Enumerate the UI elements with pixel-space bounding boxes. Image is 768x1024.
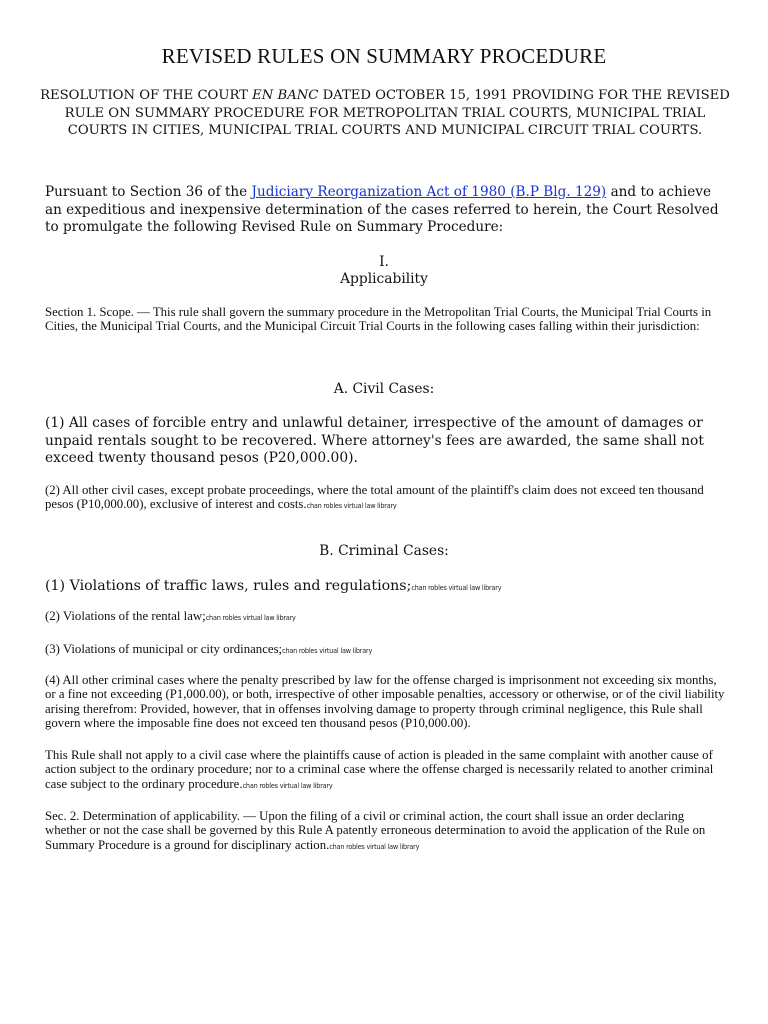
civil-cases-heading: A. Civil Cases: [333, 381, 435, 397]
section-1-scope: Section 1. Scope. — This rule shall govern the summary procedure in the Metropolitan Trial Courts, the Municipal Trial Courts in Cities, the Municipal Trial Courts, and the Municipal Circuit Trial Courts in the following cases falling within their jurisdiction: [45, 305, 712, 334]
watermark-text: chan robles virtual law library [306, 501, 397, 511]
watermark-text: chan robles virtual law library [242, 780, 333, 790]
resolution-heading [40, 87, 730, 140]
judiciary-act-link[interactable]: Judiciary Reorganization Act of 1980 (B.P Blg. 129) [251, 184, 607, 200]
document-title: REVISED RULES ON SUMMARY PROCEDURE [161, 44, 607, 68]
criminal-cases-heading: B. Criminal Cases: [319, 543, 449, 559]
rule-exclusion-paragraph [45, 748, 725, 793]
civil-case-item: (1) All cases of forcible entry and unlawful detainer, irrespective of the amount of damages or unpaid rentals sought to be recovered. Where attorney's fees are awarded, the same shall not exceed twenty thousand pesos (P20,000.00). [45, 415, 704, 466]
criminal-case-item [45, 609, 725, 625]
resolution-prefix: RESOLUTION OF THE COURT [40, 88, 253, 103]
criminal-case-item: (4) All other criminal cases where the penalty prescribed by law for the offense charged is imprisonment not exceeding six months, or a fine not exceeding (P1,000.00), or both, irrespective of other imposable penalties, accessory or otherwise, or of the civil liability arising therefrom: Provided, however, that in offenses involving damage to property through criminal negligence, this Rule shall govern where the imposable fine does not exceed ten thousand pesos (P10,000.00). [45, 673, 725, 730]
civil-case-item-text: (2) All other civil cases, except probate proceedings, where the total amount of the plaintiff's claim does not exceed ten thousand pesos (P10,000.00), exclusive of interest and costs. [45, 483, 704, 512]
section-2-applicability [45, 809, 725, 854]
criminal-case-item [45, 575, 725, 594]
rule-exclusion-text: This Rule shall not apply to a civil case where the plaintiffs cause of action is pleaded in the same complaint with another cause of action subject to the ordinary procedure; nor to a criminal case where the offense charged is necessarily related to another criminal case subject to the ordinary procedure. [45, 748, 714, 791]
criminal-case-item [45, 642, 725, 658]
part-number: I. [379, 254, 389, 270]
criminal-case-item-text: (3) Violations of municipal or city ordinances; [45, 642, 283, 656]
resolution-en-banc: EN BANC [252, 88, 319, 103]
criminal-case-item-text: (2) Violations of the rental law; [45, 609, 206, 623]
section-2-text: Sec. 2. Determination of applicability. — Upon the filing of a civil or criminal action, the court shall issue an order declaring whether or not the case shall be governed by this Rule A patently erroneous determination to avoid the application of the Rule on Summary Procedure is a ground for disciplinary action. [45, 809, 706, 852]
watermark-text: chan robles virtual law library [205, 613, 296, 622]
watermark-text: chan robles virtual law library [282, 646, 373, 655]
intro-before-link: Pursuant to Section 36 of the [45, 184, 252, 200]
civil-case-item [45, 483, 725, 514]
criminal-case-item-text: (1) Violations of traffic laws, rules and regulations; [45, 578, 412, 594]
watermark-text: chan robles virtual law library [329, 841, 420, 851]
intro-paragraph [45, 184, 725, 237]
intro-after-link: and to achieve an expeditious and inexpensive determination of the cases referred to herein, the Court Resolved to promulgate the following Revised Rule on Summary Procedure: [45, 184, 719, 235]
watermark-text: chan robles virtual law library [411, 583, 502, 592]
part-heading-applicability: Applicability [340, 271, 428, 287]
resolution-suffix: DATED OCTOBER 15, 1991 PROVIDING FOR THE REVISED RULE ON SUMMARY PROCEDURE FOR METROPOLITAN TRIAL COURTS, MUNICIPAL TRIAL COURTS IN CITIES, MUNICIPAL TRIAL COURTS AND MUNICIPAL CIRCUIT TRIAL COURTS. [64, 88, 730, 138]
